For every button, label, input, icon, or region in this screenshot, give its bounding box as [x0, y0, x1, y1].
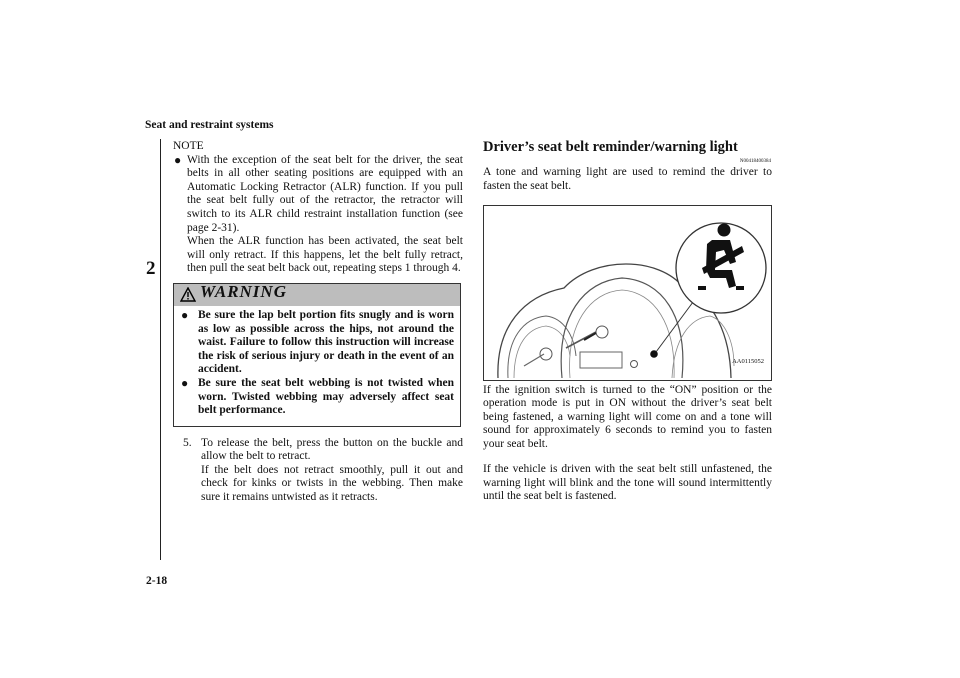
figure-code: AA0115052 [732, 358, 764, 366]
chapter-number: 2 [146, 258, 156, 279]
step-number: 5. [183, 436, 192, 449]
warning-title: WARNING [200, 281, 287, 301]
left-column [173, 140, 463, 505]
warning-item-text: Be sure the seat belt webbing is not twisted when worn. Twisted webbing may adversely affect seat belt performance. [198, 376, 454, 417]
section-code: N00418400384 [739, 159, 771, 164]
bullet-icon: ● [174, 152, 182, 167]
note-paragraph: With the exception of the seat belt for the driver, the seat belts in all other seating positions are equipped with an Automatic Locking Retractor (ALR) function. If you pull the seat belt fully out of the retractor, the retractor will switch to its ALR child restraint installation function (see page 2-31). [187, 153, 463, 234]
chapter-divider [160, 139, 161, 560]
step-paragraph: If the belt does not retract smoothly, pull it out and check for kinks or twists in the webbing. Then make sure it remains untwisted as it retracts. [201, 463, 463, 504]
bullet-icon: ● [181, 307, 189, 322]
warning-header [174, 281, 460, 306]
warning-item [180, 309, 454, 377]
right-column [483, 140, 772, 515]
note-item [173, 154, 463, 276]
step-item [173, 437, 463, 505]
intro-paragraph: A tone and warning light are used to remind the driver to fasten the seat belt. [483, 166, 772, 192]
warning-item [180, 377, 454, 418]
section-title: Driver’s seat belt reminder/warning light [483, 139, 738, 155]
bullet-icon: ● [181, 375, 189, 390]
warning-box [173, 283, 461, 427]
body-paragraph: If the ignition switch is turned to the “ON” position or the operation mode is put in ON without the driver’s seat belt being fastened, a warning light will come on and a tone will sound for approximately 6 seconds to remind you to fasten your seat belt. [483, 383, 772, 451]
note-label: NOTE [173, 140, 204, 152]
instrument-cluster-figure [483, 205, 772, 381]
step-paragraph: To release the belt, press the button on the buckle and allow the belt to retract. [201, 436, 463, 463]
instrument-cluster-illustration [484, 206, 771, 380]
warning-body [174, 306, 460, 426]
running-header: Seat and restraint systems [145, 119, 274, 131]
body-paragraph: If the vehicle is driven with the seat belt still unfastened, the warning light will blink and the tone will sound intermittently until the seat belt is fastened. [483, 463, 772, 503]
callout-circle [676, 223, 766, 313]
section-heading [483, 139, 772, 164]
page-number: 2-18 [146, 575, 168, 587]
note-paragraph: When the ALR function has been activated, the seat belt will only retract. If this happens, let the belt fully retract, then pull the seat belt back out, repeating steps 1 through 4. [187, 235, 463, 275]
warning-item-text: Be sure the lap belt portion fits snugly and is worn as low as possible across the hips, not around the waist. Failure to follow this instruction will increase the risk of serious injury or death in the event of an accident. [198, 308, 454, 376]
warning-triangle-icon [180, 287, 196, 302]
